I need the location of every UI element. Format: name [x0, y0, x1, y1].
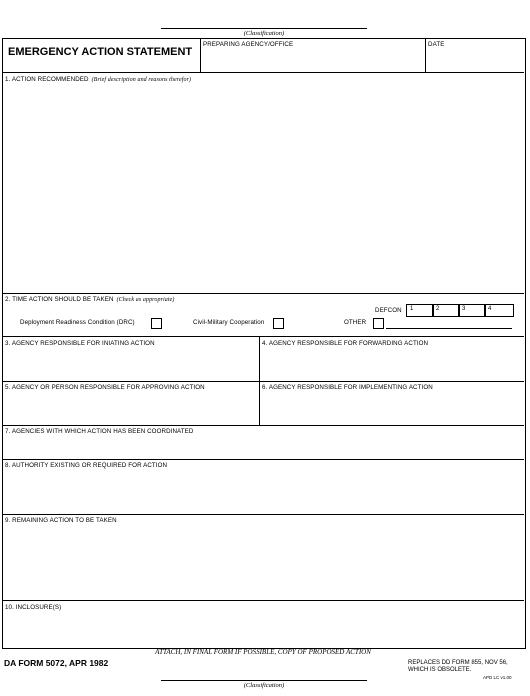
date-field[interactable]	[427, 50, 523, 71]
date-label: DATE	[428, 41, 445, 48]
defcon-label: DEFCON	[375, 307, 402, 314]
divider-h4	[2, 381, 524, 382]
divider-h5	[2, 425, 524, 426]
section-5-label: 5. AGENCY OR PERSON RESPONSIBLE FOR APPROVING ACTION	[5, 384, 205, 391]
classification-top-line	[161, 28, 367, 29]
form-title: EMERGENCY ACTION STATEMENT	[8, 46, 193, 58]
preparing-agency-field[interactable]	[202, 50, 424, 71]
divider-h7	[2, 514, 524, 515]
defcon-option-3[interactable]: 3	[458, 304, 486, 317]
section-10-label: 10. INCLOSURE(S)	[5, 604, 62, 611]
section-4-label: 4. AGENCY RESPONSIBLE FOR FORWARDING ACTION	[262, 340, 429, 347]
other-checkbox[interactable]	[373, 318, 384, 329]
classification-top: (Classification)	[243, 30, 285, 37]
section-9-label: 9. REMAINING ACTION TO BE TAKEN	[5, 517, 117, 524]
version-label: APD LC v1.00	[483, 675, 512, 680]
inclosures-field[interactable]	[4, 613, 522, 645]
classification-bottom-line	[161, 680, 367, 681]
remaining-action-field[interactable]	[4, 526, 522, 599]
divider-h6	[2, 459, 524, 460]
defcon-option-2[interactable]: 2	[432, 304, 460, 317]
preparing-agency-label: PREPARING AGENCY/OFFICE	[203, 41, 294, 48]
cmc-checkbox[interactable]	[273, 318, 284, 329]
section-8-label: 8. AUTHORITY EXISTING OR REQUIRED FOR ACTION	[5, 462, 168, 469]
drc-label: Deployment Readiness Condition (DRC)	[20, 319, 135, 326]
implementing-agency-field[interactable]	[261, 393, 523, 424]
coordinated-agencies-field[interactable]	[4, 437, 522, 458]
drc-checkbox[interactable]	[151, 318, 162, 329]
divider-h3	[2, 336, 524, 337]
replaces-line-2: WHICH IS OBSOLETE.	[408, 667, 472, 673]
section-1-hint: (Brief description and reasons therefor)	[91, 77, 192, 83]
defcon-option-4[interactable]: 4	[484, 304, 514, 317]
section-2-hint: (Check as appropriate)	[116, 297, 175, 303]
forwarding-agency-field[interactable]	[261, 349, 523, 380]
replaces-line-1: REPLACES DD FORM 855, NOV 56,	[408, 660, 508, 666]
form-id: DA FORM 5072, APR 1982	[4, 658, 109, 668]
other-line	[386, 328, 512, 329]
section-2-label: 2. TIME ACTION SHOULD BE TAKEN (Check as appropriate)	[5, 296, 175, 303]
other-label: OTHER	[344, 319, 367, 326]
section-1-label: 1. ACTION RECOMMENDED (Brief description and reasons therefor)	[5, 76, 192, 83]
classification-bottom: (Classification)	[243, 682, 285, 689]
initiating-agency-field[interactable]	[4, 349, 258, 380]
divider-h8	[2, 600, 524, 601]
cmc-label: Civil-Military Cooperation	[193, 319, 265, 326]
header-divider-1	[200, 38, 201, 72]
approving-agency-field[interactable]	[4, 393, 258, 424]
section-3-label: 3. AGENCY RESPONSIBLE FOR INIATING ACTION	[5, 340, 155, 347]
section-6-label: 6. AGENCY RESPONSIBLE FOR IMPLEMENTING ACTION	[262, 384, 433, 391]
attach-note: ATTACH, IN FINAL FORM IF POSSIBLE, COPY OF PROPOSED ACTION	[155, 648, 371, 656]
authority-field[interactable]	[4, 471, 522, 513]
divider-v-34	[259, 336, 260, 381]
divider-h2	[2, 293, 524, 294]
action-recommended-field[interactable]	[4, 85, 522, 292]
section-7-label: 7. AGENCIES WITH WHICH ACTION HAS BEEN COORDINATED	[5, 428, 194, 435]
header-divider-2	[425, 38, 426, 72]
divider-v-56	[259, 381, 260, 425]
defcon-option-1[interactable]: 1	[406, 304, 434, 317]
divider-h1	[2, 72, 524, 73]
